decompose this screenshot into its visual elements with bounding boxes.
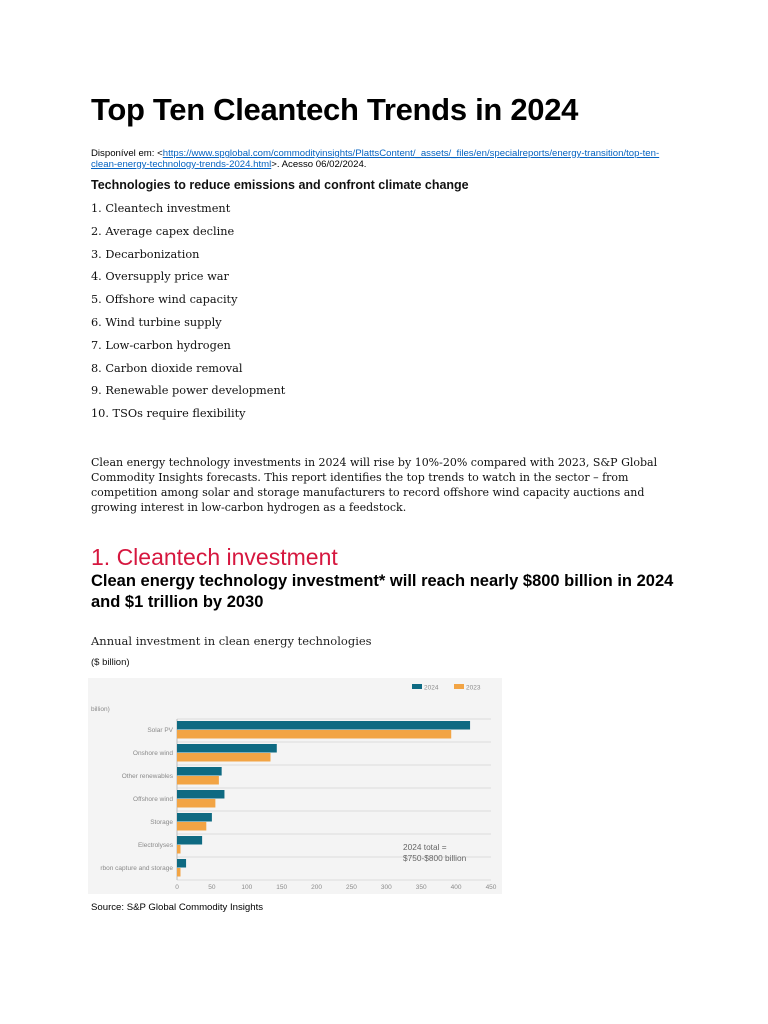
legend-swatch-2023: [454, 684, 464, 689]
chart-source: Source: S&P Global Commodity Insights: [91, 902, 264, 913]
trend-item: 5. Offshore wind capacity: [91, 293, 238, 307]
legend-label: 2024: [424, 684, 439, 692]
x-tick-label: 150: [276, 884, 288, 891]
trends-subheading: Technologies to reduce emissions and confront climate change: [91, 178, 469, 192]
source-suffix: >. Acesso 06/02/2024.: [271, 159, 367, 170]
trend-item: 6. Wind turbine supply: [91, 315, 222, 329]
x-tick-label: 100: [241, 884, 253, 891]
bar-2023: [177, 753, 271, 762]
trend-item: 2. Average capex decline: [91, 224, 235, 238]
intro-paragraph: Clean energy technology investments in 2024 will rise by 10%-20% compared with 2023, S&P Global Commodity Insights forecasts. This report identifies the top trends to watch in the sector – from competition among solar and storage manufacturers to record offshore wind capacity auctions and growing interest in low-carbon hydrogen as a feedstock.: [91, 456, 658, 514]
bar-2023: [177, 845, 180, 854]
bar-2024: [177, 813, 212, 822]
trend-item: 8. Carbon dioxide removal: [91, 361, 243, 375]
legend-label: 2023: [466, 684, 481, 692]
source-link[interactable]: https://www.spglobal.com/commodityinsights/PlattsContent/_assets/_files/en/specialreports/energy-transition/top-ten-clean-energy-technology-trends-2024.html: [91, 148, 660, 170]
trend-item: 1. Cleantech investment: [91, 202, 231, 215]
x-tick-label: 200: [311, 884, 322, 891]
x-tick-label: 300: [380, 884, 392, 891]
category-label: Other renewables: [121, 773, 173, 780]
trends-list: [91, 200, 285, 428]
chart-svg: [88, 678, 502, 894]
bar-2024: [177, 836, 202, 845]
bar-2023: [177, 730, 451, 739]
category-label: Offshore wind: [133, 796, 173, 803]
trend-item: 9. Renewable power development: [91, 384, 286, 398]
section-subtitle: Clean energy technology investment* will reach nearly $800 billion in 2024 and $1 trillion by 2030: [91, 572, 674, 611]
source-prefix: Disponível em: <: [91, 148, 163, 159]
legend-swatch-2024: [412, 684, 422, 689]
trend-item: 7. Low-carbon hydrogen: [91, 338, 231, 352]
total-annotation: 2024 total =: [403, 842, 447, 852]
bar-2024: [177, 744, 277, 753]
category-label: Onshore wind: [132, 750, 173, 757]
total-annotation: $750-$800 billion: [403, 853, 467, 863]
bar-2023: [177, 868, 180, 877]
chart-unit: ($ billion): [91, 657, 130, 668]
x-tick-label: 350: [415, 884, 427, 891]
bar-2024: [177, 859, 186, 868]
y-axis-label: billion): [91, 706, 110, 713]
bar-2024: [177, 767, 222, 776]
bar-2024: [177, 790, 224, 799]
category-label: Storage: [150, 819, 173, 826]
bar-2024: [177, 721, 470, 730]
bar-2023: [177, 799, 215, 808]
x-tick-label: 450: [485, 884, 497, 891]
document-title: Top Ten Cleantech Trends in 2024: [91, 92, 579, 127]
x-tick-label: 0: [175, 884, 179, 891]
category-label: Electrolyses: [137, 842, 173, 849]
source-citation: [91, 148, 681, 170]
bar-2023: [177, 822, 206, 831]
x-tick-label: 250: [346, 884, 357, 891]
category-label: Solar PV: [147, 727, 173, 734]
trend-item: 10. TSOs require flexibility: [91, 407, 246, 421]
category-label: rbon capture and storage: [100, 865, 173, 872]
investment-chart: [88, 678, 502, 894]
bar-2023: [177, 776, 219, 785]
x-tick-label: 400: [450, 884, 462, 891]
x-tick-label: 50: [208, 884, 216, 891]
trend-item: 4. Oversupply price war: [91, 270, 229, 284]
trend-item: 3. Decarbonization: [91, 247, 200, 261]
chart-title: Annual investment in clean energy technologies: [91, 634, 372, 648]
section-title: 1. Cleantech investment: [91, 544, 338, 570]
